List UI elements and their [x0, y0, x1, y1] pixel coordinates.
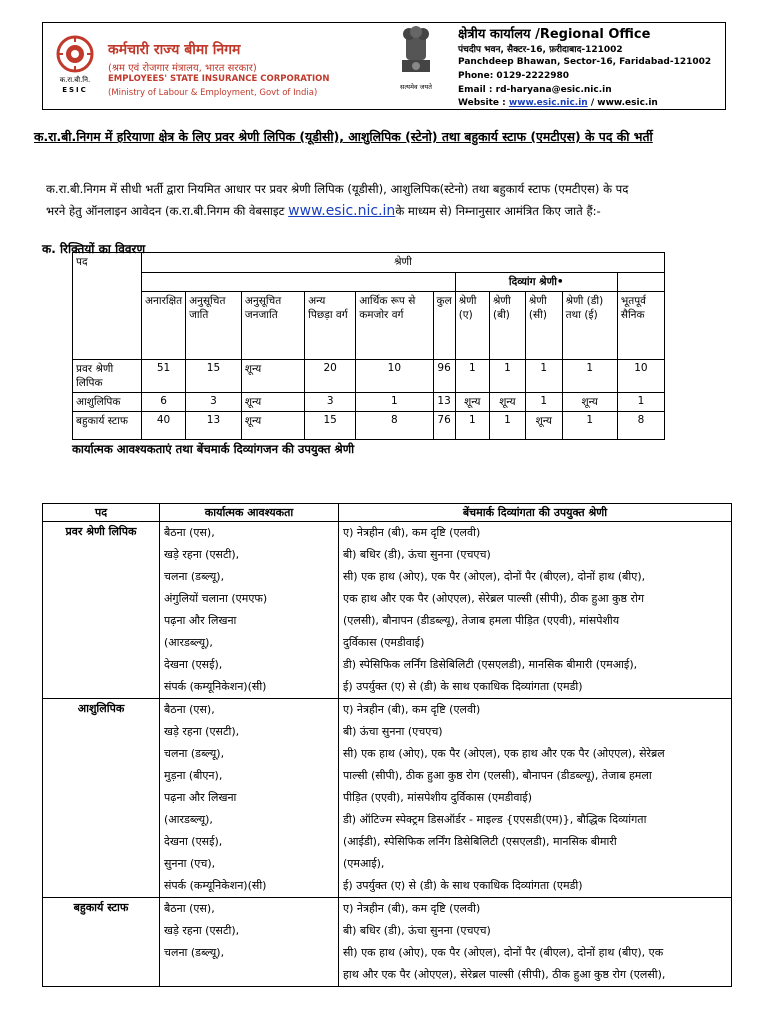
cell: 1	[455, 412, 489, 440]
disability-list	[339, 898, 732, 987]
logo-caption-hi: क.रा.बी.नि.	[59, 76, 91, 84]
office-email: Email : rd-haryana@esic.nic.in	[458, 85, 612, 95]
emblem-caption: सत्यमेव जयते	[400, 83, 432, 91]
column-header-row	[73, 292, 665, 360]
row-post: आशुलिपिक	[73, 393, 142, 412]
col-header: भूतपूर्व सैनिक	[617, 292, 664, 360]
cell: 13	[186, 412, 242, 440]
requirement-list	[160, 699, 339, 898]
cell: 10	[617, 360, 664, 393]
category-header: श्रेणी	[142, 253, 665, 273]
col-header: अनुसूचित जनजाति	[241, 292, 304, 360]
row-post: प्रवर श्रेणी लिपिक	[73, 360, 142, 393]
col-header-requirement: कार्यात्मक आवश्यकता	[160, 504, 339, 522]
table-row	[73, 412, 665, 440]
post-header: पद	[73, 253, 142, 360]
col-header: अनारक्षित	[142, 292, 186, 360]
office-title: क्षेत्रीय कार्यालय /Regional Office	[458, 27, 651, 42]
disability-item: (आईडी), स्पेसिफिक लर्निंग डिसेबिलिटी (एसएलडी), मानसिक बीमारी	[343, 835, 617, 848]
disability-item: ए) नेत्रहीन (बी), कम दृष्टि (एलवी)	[343, 902, 481, 915]
cell: 96	[433, 360, 455, 393]
cell: शून्य	[525, 412, 562, 440]
cell: शून्य	[455, 393, 489, 412]
requirement-item: खड़े रहना (एसटी),	[164, 924, 240, 937]
requirement-item: चलना (डब्ल्यू),	[164, 570, 225, 583]
requirement-item: पढ़ना और लिखना	[164, 791, 237, 804]
disabled-header: दिव्यांग श्रेणी•	[455, 273, 617, 292]
cell: 76	[433, 412, 455, 440]
office-phone: Phone: 0129-2222980	[458, 71, 570, 81]
table-row	[73, 360, 665, 393]
col-header: श्रेणी (ए)	[455, 292, 489, 360]
disability-item: ए) नेत्रहीन (बी), कम दृष्टि (एलवी)	[343, 526, 481, 539]
disability-item: एक हाथ और एक पैर (ओएएल), सेरेब्रल पाल्सी (सीपी), ठीक हुआ कुष्ठ रोग	[343, 592, 645, 605]
cell: 3	[305, 393, 356, 412]
requirement-item: संपर्क (कम्यूनिकेशन)(सी)	[164, 879, 267, 892]
cell: 1	[525, 360, 562, 393]
disability-item: बी) ऊंचा सुनना (एचएच)	[343, 725, 443, 738]
cell: 8	[617, 412, 664, 440]
disability-item: सी) एक हाथ (ओए), एक पैर (ओएल), दोनों पैर (बीएल), दोनों हाथ (बीए),	[343, 570, 646, 583]
office-address-hindi: पंचदीप भवन, सैक्टर-16, फ़रीदाबाद-121002	[458, 45, 623, 55]
cell: 15	[305, 412, 356, 440]
requirement-item: सुनना (एच),	[164, 857, 216, 870]
disability-item: ई) उपर्युक्त (ए) से (डी) के साथ एकाधिक दिव्यांगता (एमडी)	[343, 879, 583, 892]
intro-text-pre: भरने हेतु ऑनलाइन आवेदन (क.रा.बी.निगम की वेबसाइट	[46, 204, 289, 218]
col-header-post: पद	[43, 504, 160, 522]
org-ministry-english: (Ministry of Labour & Employment, Govt of India)	[108, 88, 318, 98]
cell: 51	[142, 360, 186, 393]
cell: 1	[356, 393, 433, 412]
row-post: आशुलिपिक	[43, 699, 160, 898]
cell: 1	[525, 393, 562, 412]
requirement-list	[160, 898, 339, 987]
requirement-item: बैठना (एस),	[164, 902, 215, 915]
requirement-item: मुड़ना (बीएन),	[164, 769, 223, 782]
notice-headline: क.रा.बी.निगम में हरियाणा क्षेत्र के लिए प्रवर श्रेणी लिपिक (यूडीसी), आशुलिपिक (स्टेनो) तथा बहुकार्य स्टाफ (एमटीएस) के पद की भर्ती	[34, 129, 653, 144]
requirement-list	[160, 522, 339, 699]
functional-requirements-heading: कार्यात्मक आवश्यकताएं तथा बेंचमार्क दिव्यांगजन की उपयुक्त श्रेणी	[72, 442, 355, 456]
section-vacancy-heading: क. रिक्तियों का विवरण	[42, 242, 146, 256]
intro-line-2	[46, 202, 736, 220]
requirement-item: खड़े रहना (एसटी),	[164, 725, 240, 738]
cell: शून्य	[490, 393, 526, 412]
requirement-item	[164, 610, 334, 632]
disability-item: हाथ और एक पैर (ओएएल), सेरेब्रल पाल्सी (सीपी), ठीक हुआ कुष्ठ रोग (एलसी),	[343, 968, 666, 981]
category-spacer	[142, 273, 456, 292]
col-header: अन्य पिछड़ा वर्ग	[305, 292, 356, 360]
requirement-item: चलना (डब्ल्यू),	[164, 747, 225, 760]
col-header: श्रेणी (सी)	[525, 292, 562, 360]
requirement-item: (आरडब्ल्यू),	[164, 813, 213, 826]
logo-caption-en: ESIC	[62, 86, 88, 94]
disability-item: बी) बधिर (डी), ऊंचा सुनना (एचएच)	[343, 548, 491, 561]
requirement-item: अंगुलियों चलाना (एमएफ)	[164, 592, 268, 605]
org-ministry-hindi: (श्रम एवं रोजगार मंत्रालय, भारत सरकार)	[108, 63, 257, 74]
cell: 20	[305, 360, 356, 393]
esic-website-link[interactable]: www.esic.nic.in	[288, 203, 396, 219]
disability-list	[339, 699, 732, 898]
website-secondary: / www.esic.in	[587, 98, 658, 108]
requirement-item: बैठना (एस),	[164, 703, 215, 716]
disability-item: (एलसी), बौनापन (डीडब्ल्यू), तेजाब हमला पीड़ित (एएवी), मांसपेशीय	[343, 614, 620, 627]
row-post: बहुकार्य स्टाफ	[43, 898, 160, 987]
cell: 10	[356, 360, 433, 393]
intro-line-1: क.रा.बी.निगम में सीधी भर्ती द्वारा नियमित आधार पर प्रवर श्रेणी लिपिक (यूडीसी), आशुलिपिक(स्टेनो) तथा बहुकार्य स्टाफ (एमटीएस) के पद	[46, 182, 629, 196]
requirement-item: (आरडब्ल्यू),	[164, 636, 213, 649]
website-label: Website :	[458, 98, 509, 108]
disability-list	[339, 522, 732, 699]
cell: 13	[433, 393, 455, 412]
disability-item: ई) उपर्युक्त (ए) से (डी) के साथ एकाधिक दिव्यांगता (एमडी)	[343, 680, 583, 693]
cell: 8	[356, 412, 433, 440]
table-row	[43, 522, 732, 699]
disability-item: सी) एक हाथ (ओए), एक पैर (ओएल), एक हाथ और एक पैर (ओएएल), सेरेब्रल	[343, 747, 665, 760]
disability-item: बी) बधिर (डी), ऊंचा सुनना (एचएच)	[343, 924, 491, 937]
requirement-word: पढ़ना और लिखना	[164, 614, 237, 627]
cell: शून्य	[241, 360, 304, 393]
cell: 1	[455, 360, 489, 393]
disability-item: (एमआई),	[343, 857, 385, 870]
cell: 1	[617, 393, 664, 412]
cell: शून्य	[241, 393, 304, 412]
disability-item: पाल्सी (सीपी), ठीक हुआ कुष्ठ रोग (एलसी), बौनापन (डीडब्ल्यू), तेजाब हमला	[343, 769, 652, 782]
cell: शून्य	[562, 393, 617, 412]
cell: 40	[142, 412, 186, 440]
table-row	[43, 898, 732, 987]
requirement-item: देखना (एसई),	[164, 835, 223, 848]
requirement-item: संपर्क (कम्यूनिकेशन)(सी)	[164, 680, 267, 693]
col-header: श्रेणी (बी)	[490, 292, 526, 360]
cell: शून्य	[241, 412, 304, 440]
row-post: प्रवर श्रेणी लिपिक	[43, 522, 160, 699]
office-website	[458, 98, 658, 108]
functional-requirements-table	[42, 503, 732, 987]
requirement-item: चलना (डब्ल्यू),	[164, 946, 225, 959]
vacancy-table	[72, 252, 665, 440]
cell: 1	[490, 412, 526, 440]
cell: 6	[142, 393, 186, 412]
org-name-hindi: कर्मचारी राज्य बीमा निगम	[108, 42, 241, 58]
cell: 1	[490, 360, 526, 393]
col-header-disability: बेंचमार्क दिव्यांगता की उपयुक्त श्रेणी	[339, 504, 732, 522]
disability-item: ए) नेत्रहीन (बी), कम दृष्टि (एलवी)	[343, 703, 481, 716]
col-header: कुल	[433, 292, 455, 360]
cell: 1	[562, 412, 617, 440]
cell: 3	[186, 393, 242, 412]
exservice-spacer	[617, 273, 664, 292]
cell: 1	[562, 360, 617, 393]
requirement-item: खड़े रहना (एसटी),	[164, 548, 240, 561]
office-address-english: Panchdeep Bhawan, Sector-16, Faridabad-121002	[458, 57, 712, 67]
table-row	[43, 699, 732, 898]
col-header: अनुसूचित जाति	[186, 292, 242, 360]
org-name-english: EMPLOYEES' STATE INSURANCE CORPORATION	[108, 74, 330, 84]
disability-item: डी) स्पेसिफिक लर्निंग डिसेबिलिटी (एसएलडी), मानसिक बीमारी (एमआई),	[343, 658, 638, 671]
website-link[interactable]: www.esic.nic.in	[508, 98, 588, 108]
disability-item: सी) एक हाथ (ओए), एक पैर (ओएल), दोनों पैर (बीएल), दोनों हाथ (बीए), एक	[343, 946, 664, 959]
intro-text-post: के माध्यम से) निम्नानुसार आमंत्रित किए जाते हैं:-	[395, 204, 601, 218]
cell: 15	[186, 360, 242, 393]
row-post: बहुकार्य स्टाफ	[73, 412, 142, 440]
disability-item: दुर्विकास (एमडीवाई)	[343, 636, 425, 649]
requirement-item: बैठना (एस),	[164, 526, 215, 539]
col-header: आर्थिक रूप से कमजोर वर्ग	[356, 292, 433, 360]
requirement-item: देखना (एसई),	[164, 658, 223, 671]
col-header: श्रेणी (डी) तथा (ई)	[562, 292, 617, 360]
disability-item: डी) ऑटिज्म स्पेक्ट्रम डिसऑर्डर - माइल्ड {एएसडी(एम)}, बौद्धिक दिव्यांगता	[343, 813, 647, 826]
table-row	[73, 393, 665, 412]
disability-item: पीड़ित (एएवी), मांसपेशीय दुर्विकास (एमडीवाई)	[343, 791, 532, 804]
